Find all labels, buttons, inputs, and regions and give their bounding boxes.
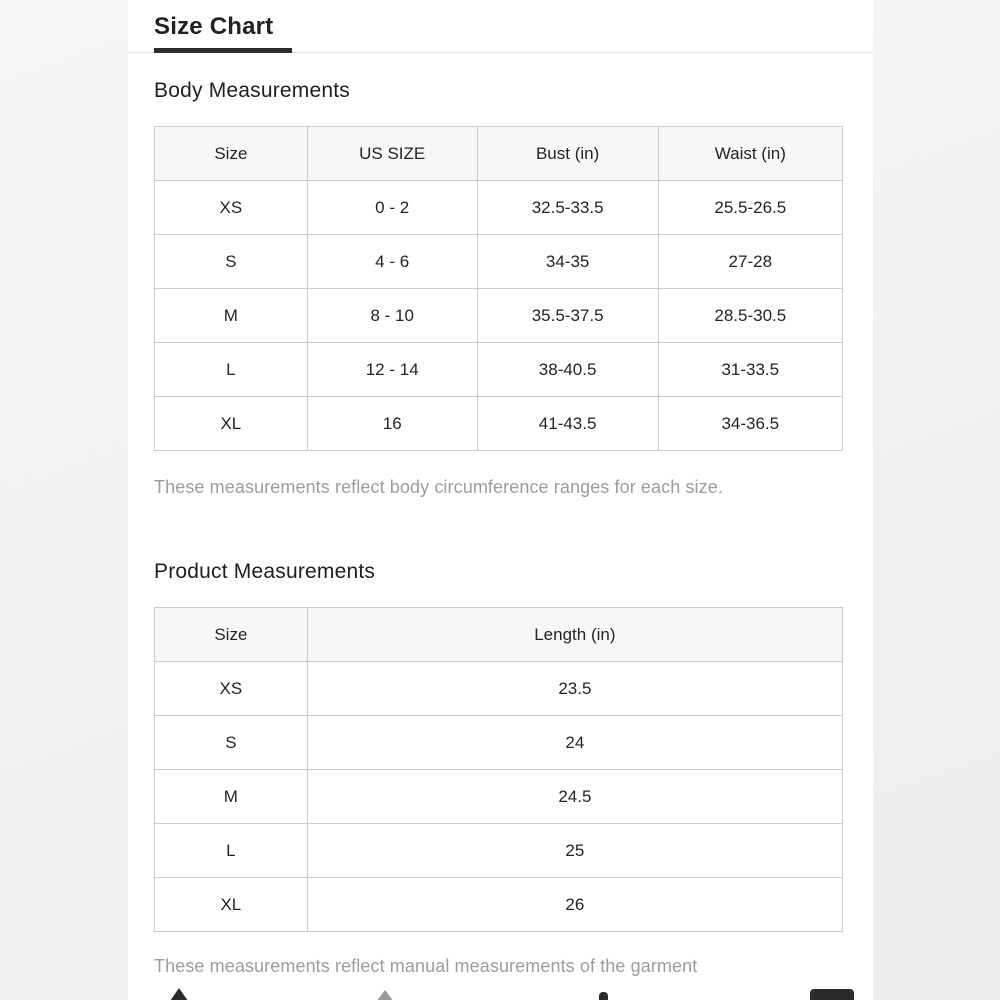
cell-waist: 27-28 <box>658 235 842 289</box>
cell-us-size: 0 - 2 <box>307 181 477 235</box>
cell-size: XL <box>155 397 308 451</box>
cell-length: 23.5 <box>307 662 842 716</box>
cell-length: 24.5 <box>307 770 842 824</box>
column-header-size: Size <box>155 608 308 662</box>
cell-waist: 28.5-30.5 <box>658 289 842 343</box>
cell-size: M <box>155 770 308 824</box>
table-row <box>155 878 843 932</box>
cell-length: 26 <box>307 878 842 932</box>
cell-us-size: 4 - 6 <box>307 235 477 289</box>
cell-size: XS <box>155 662 308 716</box>
cell-bust: 34-35 <box>477 235 658 289</box>
content-panel <box>128 0 873 1000</box>
column-header-waist: Waist (in) <box>658 127 842 181</box>
cell-size: S <box>155 716 308 770</box>
cell-us-size: 12 - 14 <box>307 343 477 397</box>
cell-length: 24 <box>307 716 842 770</box>
table-header-row <box>155 127 843 181</box>
tab-bar <box>128 0 873 53</box>
table-row <box>155 181 843 235</box>
active-tab-indicator <box>154 48 292 53</box>
cell-bust: 41-43.5 <box>477 397 658 451</box>
cell-waist: 31-33.5 <box>658 343 842 397</box>
cell-size: M <box>155 289 308 343</box>
table-row <box>155 716 843 770</box>
body-measurements-title: Body Measurements <box>154 79 350 102</box>
body-measurements-section <box>128 79 873 498</box>
cell-bust: 35.5-37.5 <box>477 289 658 343</box>
cell-length: 25 <box>307 824 842 878</box>
column-header-us-size: US SIZE <box>307 127 477 181</box>
product-measurements-table <box>154 607 843 932</box>
table-row <box>155 824 843 878</box>
column-header-bust: Bust (in) <box>477 127 658 181</box>
cell-size: L <box>155 824 308 878</box>
table-row <box>155 289 843 343</box>
cell-bust: 38-40.5 <box>477 343 658 397</box>
table-row <box>155 343 843 397</box>
cell-us-size: 16 <box>307 397 477 451</box>
body-measurements-table <box>154 126 843 451</box>
tab-size-chart-label: Size Chart <box>154 13 274 40</box>
arrow-up-icon[interactable] <box>170 988 188 1000</box>
table-row <box>155 770 843 824</box>
column-header-size: Size <box>155 127 308 181</box>
cell-waist: 25.5-26.5 <box>658 181 842 235</box>
cell-us-size: 8 - 10 <box>307 289 477 343</box>
product-measurements-title: Product Measurements <box>154 560 376 583</box>
product-measurements-caption: These measurements reflect manual measurements of the garment <box>154 956 698 976</box>
cell-bust: 32.5-33.5 <box>477 181 658 235</box>
table-row <box>155 397 843 451</box>
dot-icon[interactable] <box>599 992 608 1000</box>
table-row <box>155 662 843 716</box>
button-bar-icon[interactable] <box>810 989 854 1000</box>
table-header-row <box>155 608 843 662</box>
table-row <box>155 235 843 289</box>
cell-size: S <box>155 235 308 289</box>
body-measurements-caption: These measurements reflect body circumference ranges for each size. <box>154 477 723 497</box>
cell-waist: 34-36.5 <box>658 397 842 451</box>
cell-size: XS <box>155 181 308 235</box>
cell-size: L <box>155 343 308 397</box>
arrow-up-gray-icon[interactable] <box>376 990 394 1000</box>
cell-size: XL <box>155 878 308 932</box>
tab-size-chart[interactable] <box>154 0 273 52</box>
column-header-length: Length (in) <box>307 608 842 662</box>
product-measurements-section <box>128 560 873 977</box>
